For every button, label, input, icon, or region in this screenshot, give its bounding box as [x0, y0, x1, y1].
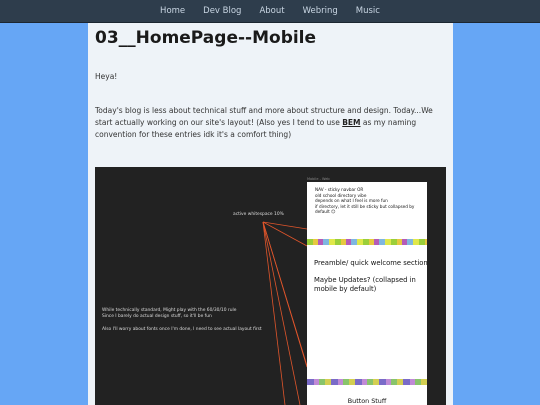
nav-link-webring[interactable]: Webring: [302, 6, 338, 16]
annotation-fonts: Also I'll worry about fonts once I'm done, I need to see actual layout first: [102, 327, 262, 332]
mobile-mockup: [307, 182, 427, 405]
mockup-preamble: Preamble/ quick welcome section: [314, 259, 428, 267]
bem-link[interactable]: BEM: [342, 118, 361, 127]
mobile-design-screenshot: [95, 167, 446, 405]
mockup-frame-label: Mobile - Web: [307, 177, 330, 181]
post-greeting: Heya!: [95, 72, 118, 81]
nav-link-dev-blog[interactable]: Dev Blog: [203, 6, 242, 16]
mockup-updates: Maybe Updates? (collapsed in mobile by default): [314, 276, 416, 293]
nav-link-music[interactable]: Music: [355, 6, 380, 16]
annotation-rule-line-2: Since I barely do actual design stuff, so it'll be fun: [102, 314, 212, 319]
mockup-nav-note: NAV - sticky navbar OR old school directory vibe depends on what I feel is more fun if directory, let it still be sticky but collapsed by default 😊: [315, 187, 415, 214]
mockup-button-stuff: Button Stuff: [347, 397, 387, 405]
nav-link-home[interactable]: Home: [160, 6, 186, 16]
intro-text-after: as my naming convention for these entries idk it's a comfort thing): [95, 118, 417, 139]
annotation-rule-line-1: While technically standard, Might play with the 60/30/10 rule: [102, 308, 237, 313]
annotation-whitespace: active whitespace 10%: [233, 212, 284, 217]
post-title: 03__HomePage--Mobile: [95, 28, 317, 48]
mockup-pattern-stripe-2: [307, 379, 427, 385]
nav-link-about[interactable]: About: [259, 6, 285, 16]
post-intro-paragraph: [95, 105, 445, 141]
top-navbar: [0, 0, 540, 23]
mockup-pattern-stripe: [307, 239, 427, 245]
intro-text-before: Today's blog is less about technical stuff and more about structure and design. Today...We start actually working on our site's layout! (Also yes I tend to use: [95, 106, 433, 127]
